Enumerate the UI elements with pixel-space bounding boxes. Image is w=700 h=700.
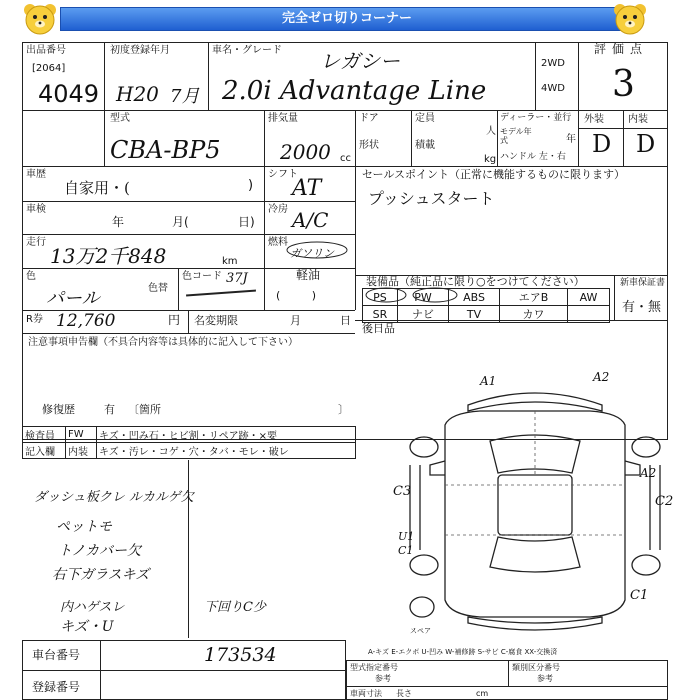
equip-leather: カワ (500, 306, 568, 323)
checker-row (23, 427, 356, 443)
note-tonneau: トノカバー欠 (58, 543, 142, 559)
history-close: ) (248, 178, 254, 193)
warranty-value: 有・無 (622, 300, 662, 315)
fw-items: キズ・凹み石・ヒビ割・リペア跡・×要 (97, 427, 356, 443)
damage-mark: C3 (393, 484, 412, 499)
displacement-label: 排気量 (268, 113, 298, 124)
score-label: 評価点 (594, 42, 649, 56)
sales-point: プッシュスタート (368, 189, 495, 208)
color-label: 色 (26, 271, 36, 282)
inspection-month: 月( (172, 215, 189, 229)
mileage-value: 13万2千848 (50, 244, 167, 268)
dealer-label: ディーラー・並行 (500, 113, 572, 123)
history-value: 自家用・( (64, 179, 130, 197)
repair-history-value: 有 (104, 403, 115, 416)
equipment-title: 装備品（純正品に限り○をつけてください） (366, 275, 585, 288)
load-label: 積載 (415, 140, 435, 151)
color-code: 37J (226, 271, 248, 286)
equip-navi: ナビ (397, 306, 448, 323)
note-pet: ペットモ (56, 519, 112, 535)
mileage-label: 走行 (26, 237, 46, 248)
equip-abs: ABS (449, 289, 500, 306)
repair-bracket: 〔箇所 (128, 403, 161, 416)
lot-code: [2064] (32, 63, 66, 74)
checker-table (22, 426, 356, 459)
interior-items: キズ・汚レ・コゲ・穴・タバ・モレ・破レ (97, 443, 356, 459)
spare-label: スペア (410, 627, 431, 635)
displacement: 2000 (280, 140, 331, 164)
fuel-label: 燃料 (268, 237, 288, 248)
fuel-gasoline: ガソリン (290, 247, 334, 260)
equip-airbag: エアB (500, 289, 568, 306)
interior-check-label: 内装 (66, 443, 97, 459)
capacity-unit: 人 (486, 126, 496, 137)
note-underbody: 下回りC少 (204, 600, 266, 615)
name-change-day: 日 (340, 314, 351, 327)
model-label: 型式 (110, 113, 130, 124)
chassis-number: 173534 (204, 644, 277, 666)
note-glass: 右下ガラスキズ (52, 567, 150, 583)
name-change-label: 名変期限 (194, 314, 238, 327)
banner-title: 完全ゼロ切りコーナー (60, 7, 634, 31)
inspector-label: 検査員 (23, 427, 66, 443)
score: 3 (612, 64, 635, 105)
warranty-label: 新車保証書 (620, 278, 666, 288)
color-code-label: 色コード (182, 271, 222, 282)
name-change-month: 月 (290, 314, 301, 327)
chassis-label: 車台番号 (32, 648, 81, 662)
color-value: パール (46, 288, 100, 309)
inspection-year: 年 (112, 215, 125, 229)
interior-score: D (636, 130, 656, 158)
equipment-circle-marks (362, 286, 472, 304)
banner (0, 0, 700, 38)
note-interior: 内ハゲスレ (60, 600, 125, 615)
shift-value: AT (292, 176, 322, 201)
interior-label: 内装 (628, 114, 648, 125)
recycle-value: 12,760 (56, 311, 116, 331)
bear-mascot-icon (612, 2, 648, 36)
class-ref: 参考 (537, 674, 553, 683)
shape-label: 形状 (359, 140, 379, 151)
km-unit: km (222, 256, 238, 267)
damage-mark: A2 (640, 466, 657, 480)
length-label: 長さ (396, 689, 412, 698)
equip-tv: TV (449, 306, 500, 323)
lot-number: 4049 (38, 80, 100, 108)
repair-close: 〕 (338, 403, 349, 416)
damage-mark: A1 (480, 374, 497, 388)
fuel-diesel: 軽油 (296, 268, 321, 282)
year-unit: 年 (566, 134, 576, 145)
lot-label: 出品番号 (26, 45, 66, 56)
exterior-score: D (592, 130, 612, 158)
model-code: CBA-BP5 (110, 136, 221, 164)
yen-unit: 円 (168, 313, 181, 327)
damage-mark: C2 (655, 494, 674, 509)
fuel-circle-mark (284, 240, 350, 260)
grade: 2.0i Advantage Line (222, 76, 487, 106)
inspection-day: 日) (238, 215, 255, 229)
damage-mark: C1 (630, 588, 649, 603)
recycle-label: R券 (26, 314, 43, 325)
color-change-label: 色替 (148, 283, 168, 294)
note-scratch: キズ・U (60, 619, 114, 635)
car-name-label: 車名・グレード (212, 45, 282, 56)
type-ref: 参考 (375, 674, 391, 683)
damage-legend: A-キズ E-エクボ U-凹み W-補修跡 S-サビ C-腐食 XX-交換済 (368, 648, 558, 656)
damage-mark: A2 (593, 370, 610, 384)
ac-label: 冷房 (268, 204, 288, 215)
notes-label: 注意事項申告欄（不具合内容等は具体的に記入して下さい） (28, 337, 298, 348)
sales-point-label: セールスポイント（正常に機能するものに限ります） (362, 168, 626, 181)
ac-value: A/C (292, 208, 329, 232)
handle-label: ハンドル 左・右 (500, 152, 566, 162)
drive-2wd: 2WD (541, 58, 565, 69)
model-year-label: モデル年式 (500, 127, 532, 145)
reg-era: H20 (116, 82, 159, 106)
fuel-other: ( ) (276, 289, 317, 302)
entry-label: 記入欄 (23, 443, 66, 459)
exterior-label: 外装 (584, 114, 604, 125)
history-label: 車歴 (26, 169, 46, 180)
note-dash: ダッシュ板クレ ルカルゲ欠 (34, 490, 194, 505)
load-unit: kg (484, 154, 497, 165)
reg-month: 7月 (170, 86, 200, 107)
back-seat-label: 後日品 (362, 322, 395, 335)
fw-label: FW (66, 427, 97, 443)
car-name: レガシー (320, 49, 400, 73)
first-reg-label: 初度登録年月 (110, 45, 170, 56)
equip-ps: PS (363, 289, 398, 306)
class-number-label: 類別区分番号 (512, 663, 560, 672)
registration-label: 登録番号 (32, 680, 81, 694)
dimensions-label: 車両寸法 (350, 689, 382, 698)
capacity-label: 定員 (415, 113, 435, 124)
shift-label: シフト (268, 169, 298, 180)
drive-4wd: 4WD (541, 83, 565, 94)
door-label: ドア (359, 113, 379, 124)
bear-mascot-icon (22, 2, 58, 36)
repair-history-label: 修復歴 (42, 403, 75, 416)
damage-mark: U1 (398, 530, 415, 543)
type-number-label: 型式指定番号 (350, 663, 398, 672)
inspection-label: 車検 (26, 204, 46, 215)
cc-unit: cc (340, 153, 351, 164)
damage-mark: C1 (398, 544, 414, 557)
equip-sr: SR (363, 306, 398, 323)
equip-aw: AW (568, 289, 610, 306)
equip-pw: PW (397, 289, 448, 306)
cm-unit: cm (476, 689, 489, 698)
checker-row (23, 443, 356, 459)
